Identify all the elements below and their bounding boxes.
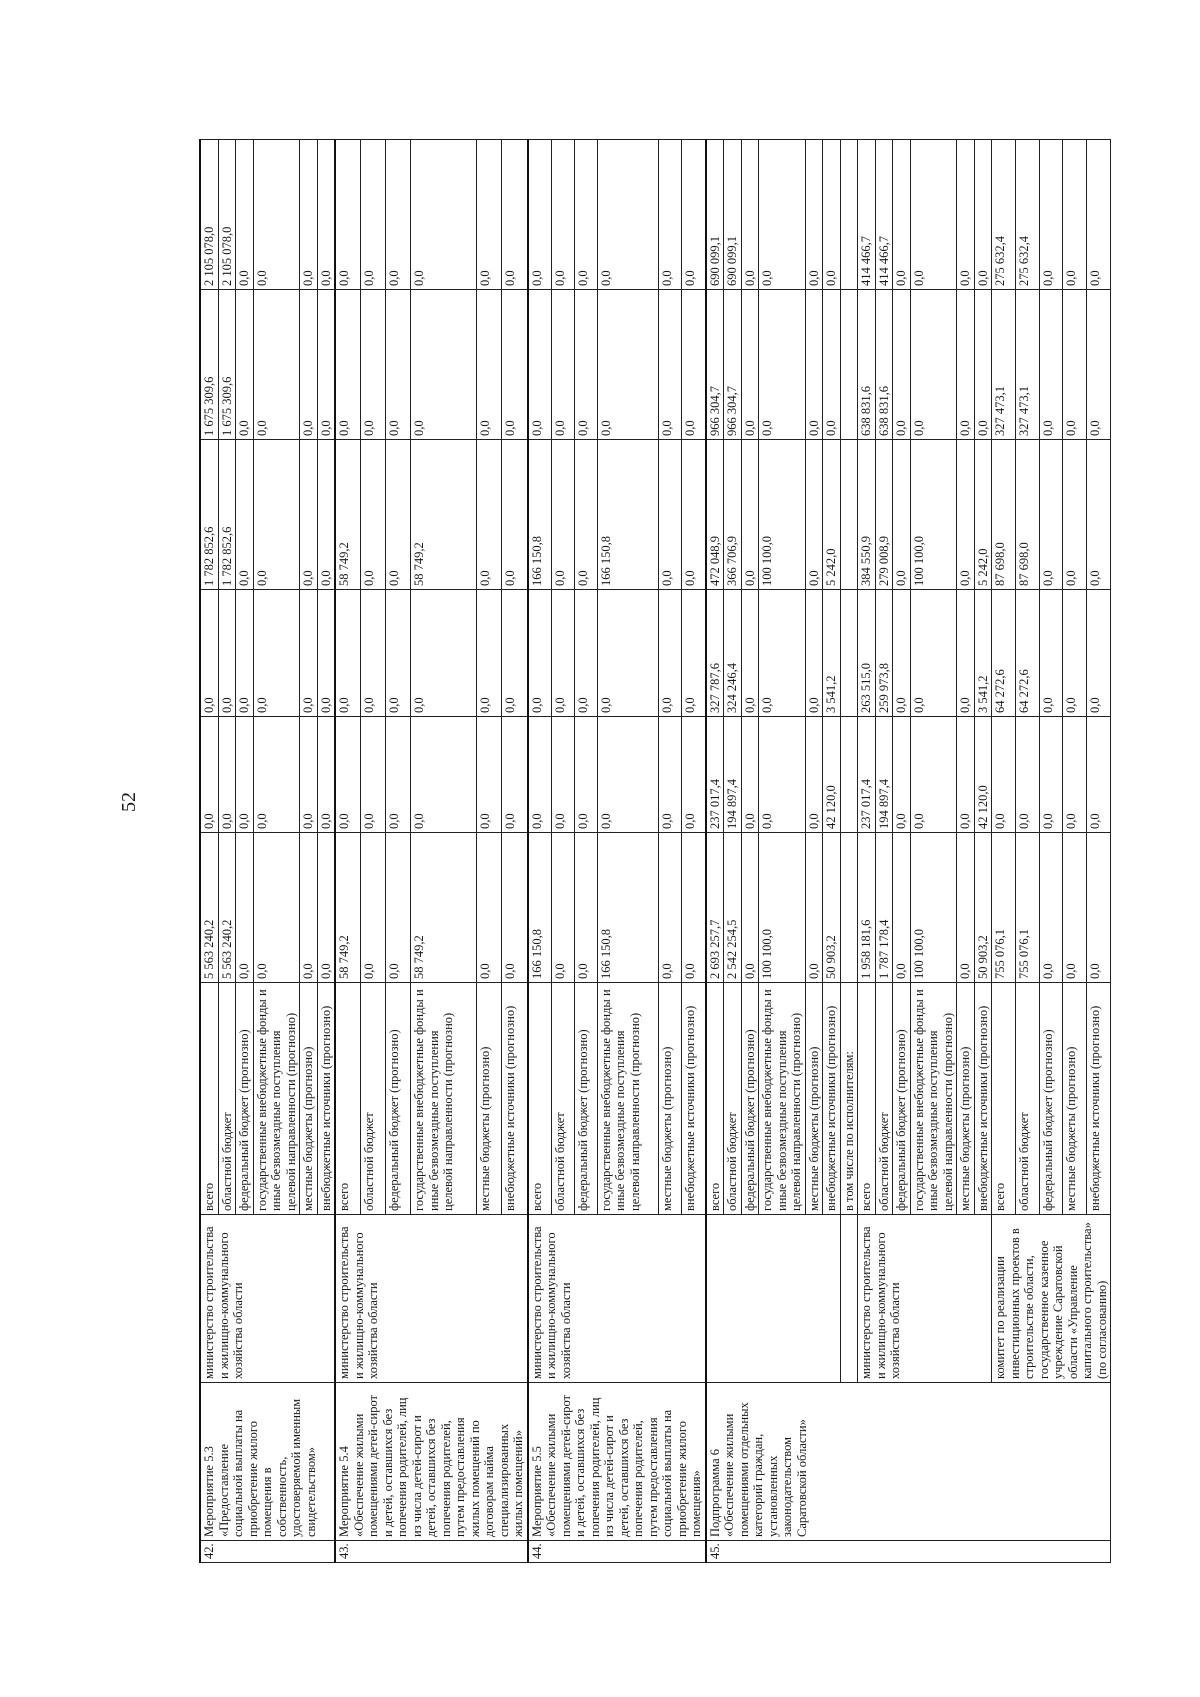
amount-cell: 0,0: [317, 717, 335, 833]
amount-cell: 100 100,0: [759, 440, 806, 590]
amount-cell: 0,0: [361, 590, 386, 717]
source-label: федеральный бюджет (прогнозно): [574, 983, 597, 1215]
executor: министерство строительства и жилищно-коммунального хозяйства области: [335, 1215, 528, 1383]
source-label: государственные внебюджетные фонды и иные безвозмездные поступления целевой направленности (прогнозно): [411, 983, 477, 1215]
amount-cell: 5 563 240,2: [200, 833, 218, 983]
amount-cell: 0,0: [659, 140, 682, 290]
amount-cell: 42 120,0: [823, 717, 841, 833]
source-label: внебюджетные источники (прогнозно): [974, 983, 992, 1215]
amount-cell: 0,0: [200, 590, 218, 717]
amount-cell: 0,0: [759, 140, 806, 290]
amount-cell: 0,0: [1063, 440, 1087, 590]
amount-cell: 0,0: [300, 717, 318, 833]
amount-cell: 0,0: [317, 833, 335, 983]
amount-cell: 0,0: [236, 290, 254, 440]
amount-cell: 0,0: [477, 440, 502, 590]
amount-cell: 5 563 240,2: [218, 833, 236, 983]
amount-cell: 0,0: [300, 590, 318, 717]
table-row: [706, 140, 724, 1563]
amount-cell: 0,0: [1087, 833, 1111, 983]
amount-cell: 0,0: [335, 140, 361, 290]
table-row: [858, 140, 876, 1563]
source-label: внебюджетные источники (прогнозно): [823, 983, 841, 1215]
amount-cell: 0,0: [741, 717, 759, 833]
source-label: местные бюджеты (прогнозно): [1063, 983, 1087, 1215]
amount-cell: 472 048,9: [706, 440, 724, 590]
amount-cell: 0,0: [974, 140, 992, 290]
amount-cell: 237 017,4: [706, 717, 724, 833]
amount-cell: 0,0: [551, 440, 574, 590]
amount-cell: 0,0: [759, 590, 806, 717]
amount-cell: 0,0: [741, 833, 759, 983]
amount-cell: 0,0: [335, 717, 361, 833]
amount-cell: 0,0: [253, 833, 300, 983]
amount-cell: [840, 833, 858, 983]
amount-cell: 0,0: [317, 140, 335, 290]
amount-cell: 0,0: [574, 590, 597, 717]
amount-cell: 166 150,8: [597, 440, 658, 590]
amount-cell: 194 897,4: [724, 717, 742, 833]
amount-cell: 0,0: [335, 590, 361, 717]
source-label: федеральный бюджет (прогнозно): [893, 983, 911, 1215]
source-label: областной бюджет: [724, 983, 742, 1215]
amount-cell: 0,0: [551, 590, 574, 717]
amount-cell: 0,0: [597, 290, 658, 440]
amount-cell: [840, 440, 858, 590]
amount-cell: 0,0: [1087, 440, 1111, 590]
amount-cell: 0,0: [502, 717, 528, 833]
amount-cell: 0,0: [361, 717, 386, 833]
amount-cell: 100 100,0: [910, 833, 957, 983]
amount-cell: 0,0: [253, 717, 300, 833]
source-label: внебюджетные источники (прогнозно): [682, 983, 706, 1215]
amount-cell: 58 749,2: [411, 440, 477, 590]
amount-cell: 0,0: [502, 440, 528, 590]
amount-cell: 0,0: [1039, 833, 1063, 983]
subprogram-name: Подпрограмма 6 «Обеспечение жилыми помещениями отдельных категорий граждан, установленных законодательством Саратовской области»: [706, 1383, 1111, 1541]
amount-cell: 0,0: [1063, 140, 1087, 290]
source-label: внебюджетные источники (прогнозно): [317, 983, 335, 1215]
source-label: федеральный бюджет (прогнозно): [1039, 983, 1063, 1215]
source-label: областной бюджет: [218, 983, 236, 1215]
amount-cell: 0,0: [253, 140, 300, 290]
amount-cell: 87 698,0: [992, 440, 1016, 590]
amount-cell: 275 632,4: [992, 140, 1016, 290]
amount-cell: 327 473,1: [1015, 290, 1039, 440]
rotated-table-wrapper: [199, 140, 1109, 1563]
source-label: всего: [200, 983, 218, 1215]
amount-cell: 3 541,2: [823, 590, 841, 717]
source-label: всего: [992, 983, 1016, 1215]
row-number: 42.: [200, 1541, 335, 1563]
table-row: [335, 140, 361, 1563]
amount-cell: 64 272,6: [1015, 590, 1039, 717]
amount-cell: 0,0: [910, 140, 957, 290]
measure-name: Мероприятие 5.5 «Обеспечение жилыми помещениями детей-сирот и детей, оставшихся без попечения родителей, лиц из числа детей-сирот и детей, оставшихся без попечения родителей, путем предоставления социальной выплаты на приобретение жилого помещения»: [528, 1383, 706, 1541]
amount-cell: 0,0: [759, 717, 806, 833]
source-label: всего: [706, 983, 724, 1215]
amount-cell: 58 749,2: [335, 440, 361, 590]
amount-cell: 0,0: [682, 290, 706, 440]
amount-cell: 0,0: [528, 290, 552, 440]
amount-cell: 166 150,8: [528, 833, 552, 983]
source-label: местные бюджеты (прогнозно): [957, 983, 975, 1215]
amount-cell: 0,0: [682, 590, 706, 717]
amount-cell: 166 150,8: [528, 440, 552, 590]
page-number: 52: [118, 792, 140, 812]
amount-cell: 0,0: [253, 290, 300, 440]
source-label: областной бюджет: [361, 983, 386, 1215]
amount-cell: 0,0: [528, 140, 552, 290]
amount-cell: 0,0: [300, 140, 318, 290]
amount-cell: 0,0: [974, 290, 992, 440]
amount-cell: 2 105 078,0: [218, 140, 236, 290]
source-label: местные бюджеты (прогнозно): [659, 983, 682, 1215]
source-label: государственные внебюджетные фонды и иные безвозмездные поступления целевой направленности (прогнозно): [253, 983, 300, 1215]
source-label: областной бюджет: [875, 983, 893, 1215]
amount-cell: 327 787,6: [706, 590, 724, 717]
amount-cell: 690 099,1: [706, 140, 724, 290]
amount-cell: 275 632,4: [1015, 140, 1039, 290]
amount-cell: [840, 290, 858, 440]
table-row: [200, 140, 218, 1563]
amount-cell: 64 272,6: [992, 590, 1016, 717]
amount-cell: 0,0: [236, 440, 254, 590]
amount-cell: 0,0: [477, 590, 502, 717]
amount-cell: 194 897,4: [875, 717, 893, 833]
amount-cell: 0,0: [317, 590, 335, 717]
amount-cell: 166 150,8: [597, 833, 658, 983]
amount-cell: 366 706,9: [724, 440, 742, 590]
amount-cell: 0,0: [659, 440, 682, 590]
amount-cell: 2 693 257,7: [706, 833, 724, 983]
amount-cell: 0,0: [910, 290, 957, 440]
amount-cell: 0,0: [1063, 590, 1087, 717]
amount-cell: 0,0: [317, 440, 335, 590]
amount-cell: 0,0: [823, 140, 841, 290]
row-number: 43.: [335, 1541, 528, 1563]
amount-cell: 0,0: [957, 140, 975, 290]
amount-cell: 0,0: [528, 717, 552, 833]
amount-cell: 0,0: [574, 290, 597, 440]
amount-cell: 0,0: [386, 440, 411, 590]
amount-cell: 414 466,7: [875, 140, 893, 290]
amount-cell: 0,0: [502, 140, 528, 290]
amount-cell: 0,0: [477, 833, 502, 983]
amount-cell: 1 675 309,6: [200, 290, 218, 440]
budget-table: [199, 139, 1111, 1563]
amount-cell: 0,0: [823, 290, 841, 440]
amount-cell: 0,0: [335, 290, 361, 440]
amount-cell: 0,0: [759, 290, 806, 440]
table-row: [992, 140, 1016, 1563]
in-that-number-label: в том числе по исполнителям:: [840, 983, 858, 1215]
amount-cell: 0,0: [597, 590, 658, 717]
executor: министерство строительства и жилищно-коммунального хозяйства области: [200, 1215, 335, 1383]
amount-cell: 237 017,4: [858, 717, 876, 833]
amount-cell: 0,0: [551, 290, 574, 440]
amount-cell: 755 076,1: [992, 833, 1016, 983]
amount-cell: 0,0: [386, 717, 411, 833]
executor: министерство строительства и жилищно-коммунального хозяйства области: [528, 1215, 706, 1383]
source-label: федеральный бюджет (прогнозно): [386, 983, 411, 1215]
amount-cell: 0,0: [551, 140, 574, 290]
amount-cell: 100 100,0: [910, 440, 957, 590]
amount-cell: 0,0: [502, 833, 528, 983]
amount-cell: 0,0: [957, 717, 975, 833]
amount-cell: 0,0: [477, 140, 502, 290]
source-label: федеральный бюджет (прогнозно): [236, 983, 254, 1215]
source-label: местные бюджеты (прогнозно): [300, 983, 318, 1215]
amount-cell: 0,0: [1087, 717, 1111, 833]
amount-cell: 0,0: [361, 833, 386, 983]
amount-cell: 0,0: [659, 717, 682, 833]
amount-cell: 0,0: [1039, 290, 1063, 440]
measure-name: Мероприятие 5.3 «Предоставление социальной выплаты на приобретение жилого помещения в собственность, удостоверяемой именным свидетельством»: [200, 1383, 335, 1541]
amount-cell: 0,0: [893, 140, 911, 290]
amount-cell: 0,0: [300, 440, 318, 590]
amount-cell: 966 304,7: [724, 290, 742, 440]
amount-cell: 0,0: [741, 590, 759, 717]
amount-cell: 0,0: [805, 140, 823, 290]
source-label: всего: [528, 983, 552, 1215]
source-label: внебюджетные источники (прогнозно): [1087, 983, 1111, 1215]
amount-cell: 0,0: [893, 833, 911, 983]
amount-cell: 384 550,9: [858, 440, 876, 590]
amount-cell: 0,0: [236, 833, 254, 983]
amount-cell: 0,0: [805, 717, 823, 833]
executor: комитет по реализации инвестиционных проектов в строительстве области, государственное казенное учреждение Саратовской области «Управление капитального строительства» (по согласованию): [992, 1215, 1111, 1383]
executor-empty: [840, 1215, 858, 1383]
row-number: 45.: [706, 1541, 1111, 1563]
amount-cell: 966 304,7: [706, 290, 724, 440]
amount-cell: [840, 717, 858, 833]
amount-cell: 259 973,8: [875, 590, 893, 717]
amount-cell: 638 831,6: [875, 290, 893, 440]
source-label: областной бюджет: [551, 983, 574, 1215]
amount-cell: 0,0: [1063, 717, 1087, 833]
amount-cell: 0,0: [893, 290, 911, 440]
amount-cell: 5 242,0: [974, 440, 992, 590]
amount-cell: 0,0: [992, 717, 1016, 833]
amount-cell: 0,0: [361, 290, 386, 440]
amount-cell: 1 958 181,6: [858, 833, 876, 983]
amount-cell: 0,0: [218, 717, 236, 833]
amount-cell: 0,0: [957, 833, 975, 983]
amount-cell: 0,0: [300, 290, 318, 440]
amount-cell: 0,0: [805, 590, 823, 717]
amount-cell: 0,0: [411, 290, 477, 440]
amount-cell: 0,0: [574, 717, 597, 833]
source-label: областной бюджет: [1015, 983, 1039, 1215]
amount-cell: 0,0: [957, 440, 975, 590]
amount-cell: 0,0: [1039, 717, 1063, 833]
amount-cell: 0,0: [1087, 290, 1111, 440]
amount-cell: 327 473,1: [992, 290, 1016, 440]
source-label: местные бюджеты (прогнозно): [477, 983, 502, 1215]
amount-cell: 0,0: [236, 140, 254, 290]
amount-cell: 0,0: [361, 140, 386, 290]
amount-cell: [840, 590, 858, 717]
source-label: всего: [335, 983, 361, 1215]
amount-cell: 0,0: [682, 833, 706, 983]
amount-cell: 0,0: [253, 440, 300, 590]
amount-cell: 0,0: [477, 290, 502, 440]
amount-cell: 50 903,2: [823, 833, 841, 983]
amount-cell: 2 105 078,0: [200, 140, 218, 290]
source-label: государственные внебюджетные фонды и иные безвозмездные поступления целевой направленности (прогнозно): [597, 983, 658, 1215]
amount-cell: 0,0: [477, 717, 502, 833]
amount-cell: 324 246,4: [724, 590, 742, 717]
amount-cell: 0,0: [411, 717, 477, 833]
amount-cell: 0,0: [597, 717, 658, 833]
amount-cell: 0,0: [300, 833, 318, 983]
amount-cell: 0,0: [386, 290, 411, 440]
amount-cell: 0,0: [502, 590, 528, 717]
amount-cell: 0,0: [551, 717, 574, 833]
amount-cell: 0,0: [659, 590, 682, 717]
amount-cell: 50 903,2: [974, 833, 992, 983]
amount-cell: 0,0: [386, 590, 411, 717]
amount-cell: 0,0: [1063, 833, 1087, 983]
amount-cell: 0,0: [218, 590, 236, 717]
executor-empty: [706, 1215, 841, 1383]
amount-cell: 0,0: [1087, 590, 1111, 717]
amount-cell: 1 782 852,6: [218, 440, 236, 590]
amount-cell: 0,0: [682, 440, 706, 590]
amount-cell: 0,0: [253, 590, 300, 717]
amount-cell: 5 242,0: [823, 440, 841, 590]
amount-cell: [840, 140, 858, 290]
executor: министерство строительства и жилищно-коммунального хозяйства области: [858, 1215, 992, 1383]
amount-cell: 0,0: [741, 140, 759, 290]
source-label: государственные внебюджетные фонды и иные безвозмездные поступления целевой направленности (прогнозно): [910, 983, 957, 1215]
amount-cell: 0,0: [386, 833, 411, 983]
amount-cell: 0,0: [361, 440, 386, 590]
source-label: местные бюджеты (прогнозно): [805, 983, 823, 1215]
amount-cell: 100 100,0: [759, 833, 806, 983]
amount-cell: 0,0: [741, 290, 759, 440]
amount-cell: 0,0: [386, 140, 411, 290]
amount-cell: 0,0: [411, 140, 477, 290]
measure-name: Мероприятие 5.4 «Обеспечение жилыми помещениями детей-сирот и детей, оставшихся без попечения родителей, лиц из числа детей-сирот и детей, оставшихся без попечения родителей, путем предоставления жилых помещений по договорам найма специализированных жилых помещений»: [335, 1383, 528, 1541]
amount-cell: 0,0: [957, 590, 975, 717]
row-number: 44.: [528, 1541, 706, 1563]
amount-cell: 0,0: [805, 833, 823, 983]
amount-cell: 0,0: [236, 717, 254, 833]
amount-cell: 0,0: [805, 290, 823, 440]
amount-cell: 2 542 254,5: [724, 833, 742, 983]
table-row: [840, 140, 858, 1563]
amount-cell: 0,0: [411, 590, 477, 717]
amount-cell: 3 541,2: [974, 590, 992, 717]
amount-cell: 0,0: [893, 440, 911, 590]
amount-cell: 0,0: [574, 140, 597, 290]
amount-cell: 0,0: [910, 590, 957, 717]
amount-cell: 0,0: [574, 833, 597, 983]
amount-cell: 638 831,6: [858, 290, 876, 440]
amount-cell: 0,0: [1015, 717, 1039, 833]
source-label: внебюджетные источники (прогнозно): [502, 983, 528, 1215]
amount-cell: 0,0: [682, 140, 706, 290]
amount-cell: 0,0: [957, 290, 975, 440]
amount-cell: 0,0: [741, 440, 759, 590]
amount-cell: 87 698,0: [1015, 440, 1039, 590]
amount-cell: 58 749,2: [335, 833, 361, 983]
amount-cell: 0,0: [1039, 140, 1063, 290]
amount-cell: 0,0: [910, 717, 957, 833]
amount-cell: 0,0: [893, 590, 911, 717]
amount-cell: 1 675 309,6: [218, 290, 236, 440]
amount-cell: 0,0: [317, 290, 335, 440]
amount-cell: 0,0: [805, 440, 823, 590]
amount-cell: 1 782 852,6: [200, 440, 218, 590]
amount-cell: 0,0: [682, 717, 706, 833]
table-row: [528, 140, 552, 1563]
amount-cell: 414 466,7: [858, 140, 876, 290]
amount-cell: 0,0: [1087, 140, 1111, 290]
amount-cell: 0,0: [1063, 290, 1087, 440]
amount-cell: 1 787 178,4: [875, 833, 893, 983]
amount-cell: 0,0: [502, 290, 528, 440]
amount-cell: 263 515,0: [858, 590, 876, 717]
amount-cell: 0,0: [551, 833, 574, 983]
amount-cell: 0,0: [659, 833, 682, 983]
amount-cell: 0,0: [1039, 590, 1063, 717]
source-label: государственные внебюджетные фонды и иные безвозмездные поступления целевой направленности (прогнозно): [759, 983, 806, 1215]
amount-cell: 279 008,9: [875, 440, 893, 590]
source-label: всего: [858, 983, 876, 1215]
amount-cell: 0,0: [1039, 440, 1063, 590]
amount-cell: 0,0: [574, 440, 597, 590]
amount-cell: 42 120,0: [974, 717, 992, 833]
amount-cell: 0,0: [236, 590, 254, 717]
amount-cell: 0,0: [597, 140, 658, 290]
amount-cell: 0,0: [893, 717, 911, 833]
amount-cell: 0,0: [659, 290, 682, 440]
amount-cell: 0,0: [528, 590, 552, 717]
amount-cell: 58 749,2: [411, 833, 477, 983]
amount-cell: 0,0: [200, 717, 218, 833]
amount-cell: 690 099,1: [724, 140, 742, 290]
amount-cell: 755 076,1: [1015, 833, 1039, 983]
source-label: федеральный бюджет (прогнозно): [741, 983, 759, 1215]
